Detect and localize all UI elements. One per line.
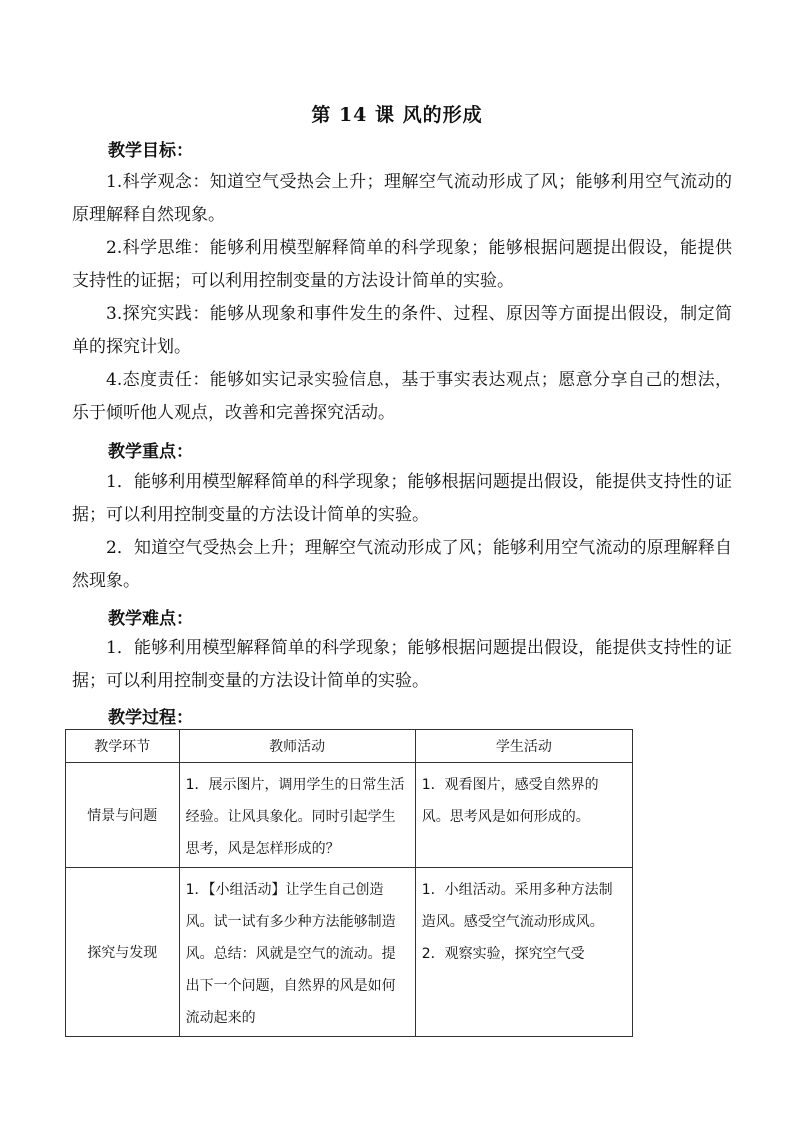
key-point-item-2: 2．知道空气受热会上升；理解空气流动形成了风；能够利用空气流动的原理解释自然现象。 (72, 538, 732, 591)
process-table (65, 729, 633, 1037)
column-header-student: 学生活动 (415, 730, 632, 763)
key-point-item-1: 1．能够利用模型解释简单的科学现象；能够根据问题提出假设，能提供支持性的证据；可以利用控制变量的方法设计简单的实验。 (72, 472, 732, 525)
table-row (66, 763, 633, 868)
stage-cell: 情景与问题 (66, 763, 180, 868)
table-row (66, 868, 633, 1037)
student-activity-cell: 1．观看图片，感受自然界的风。思考风是如何形成的。 (415, 763, 632, 868)
teacher-activity-cell: 1．展示图片，调用学生的日常生活经验。让风具象化。同时引起学生思考，风是怎样形成的？ (179, 763, 415, 868)
objective-item-3: 3.探究实践：能够从现象和事件发生的条件、过程、原因等方面提出假设，制定简单的探究计划。 (72, 304, 732, 357)
column-header-teacher: 教师活动 (179, 730, 415, 763)
lesson-title: 第 14 课 风的形成 (311, 104, 483, 126)
objective-item-4: 4.态度责任：能够如实记录实验信息，基于事实表达观点；愿意分享自己的想法，乐于倾听他人观点，改善和完善探究活动。 (72, 370, 732, 423)
stage-cell: 探究与发现 (66, 868, 180, 1037)
key-points-heading: 教学重点： (108, 442, 193, 462)
table-header-row (66, 730, 633, 763)
process-heading: 教学过程： (108, 708, 193, 728)
teacher-activity-cell: 1．【小组活动】让学生自己创造风。试一试有多少种方法能够制造风。总结：风就是空气的流动。提出下一个问题，自然界的风是如何流动起来的 (179, 868, 415, 1037)
student-activity-cell: 1．小组活动。采用多种方法制造风。感受空气流动形成风。 2．观察实验，探究空气受 (415, 868, 632, 1037)
difficulty-item-1: 1．能够利用模型解释简单的科学现象；能够根据问题提出假设，能提供支持性的证据；可以利用控制变量的方法设计简单的实验。 (72, 638, 732, 691)
objective-item-2: 2.科学思维：能够利用模型解释简单的科学现象；能够根据问题提出假设，能提供支持性的证据；可以利用控制变量的方法设计简单的实验。 (72, 238, 732, 291)
objective-item-1: 1.科学观念：知道空气受热会上升；理解空气流动形成了风；能够利用空气流动的原理解释自然现象。 (72, 172, 732, 225)
column-header-stage: 教学环节 (66, 730, 180, 763)
objectives-heading: 教学目标： (108, 141, 193, 161)
difficulties-heading: 教学难点： (108, 609, 193, 629)
